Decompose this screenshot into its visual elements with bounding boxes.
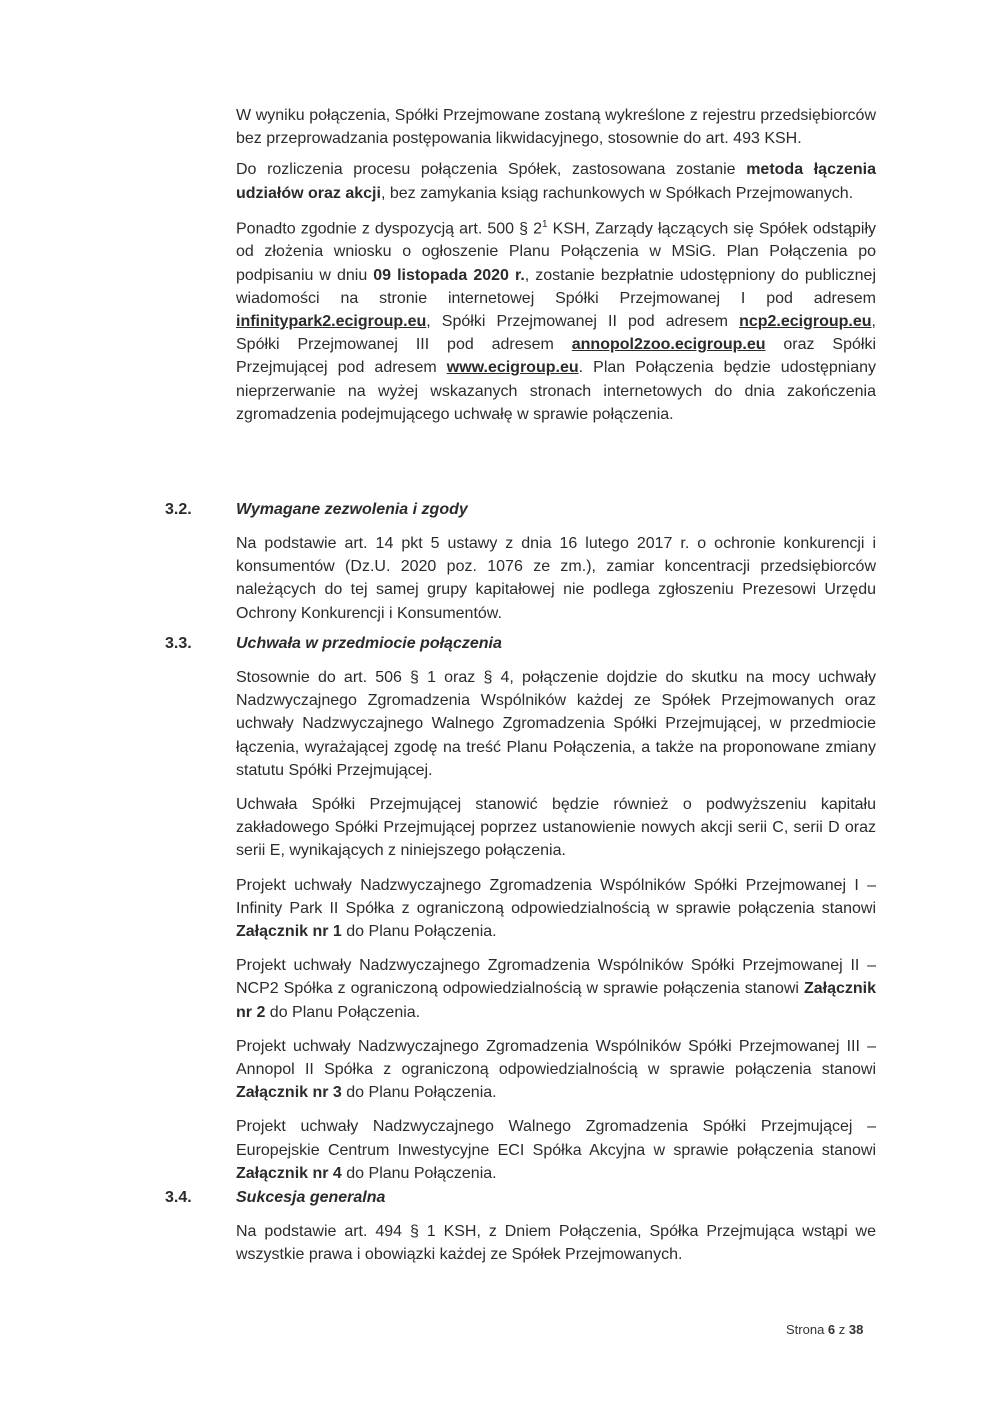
text-run: , zostanie bezpłatnie udostępniony do publicznej wiadomości na stronie internetowej Spółki Przejmowanej I pod adresem <box>236 266 877 307</box>
paragraph <box>236 1115 876 1185</box>
current-page: 6 <box>827 1322 836 1337</box>
section-number: 3.2. <box>165 501 192 518</box>
paragraph <box>236 1035 876 1105</box>
text-run: do Planu Połączenia. <box>341 923 497 941</box>
paragraph: Uchwała Spółki Przejmującej stanowić będzie również o podwyższeniu kapitału zakładowego Spółki Przejmującej poprzez ustanowienie nowych akcji serii C, serii D oraz serii E, wynikających z niniejszego połączenia. <box>236 796 876 860</box>
paragraph: Stosownie do art. 506 § 1 oraz § 4, połączenie dojdzie do skutku na mocy uchwały Nadzwyczajnego Zgromadzenia Wspólników każdej ze Spółek Przejmowanych oraz uchwały Nadzwyczajnego Walnego Zgromadzenia Spółki Przejmującej, w przedmiocie łączenia, wyrażającej zgodę na treść Planu Połączenia, a także na proponowane zmiany statutu Spółki Przejmującej. <box>236 669 876 779</box>
text-run: oraz Spółki Przejmującej pod adresem <box>236 336 876 377</box>
section-title: Uchwała w przedmiocie połączenia <box>236 635 502 652</box>
intro-paragraph-3 <box>236 213 876 426</box>
text-run: , Spółki Przejmowanej II pod adresem <box>426 312 740 330</box>
section-number: 3.4. <box>165 1189 192 1206</box>
paragraph <box>236 954 876 1024</box>
total-pages: 38 <box>848 1322 864 1337</box>
superscript: 1 <box>542 218 548 230</box>
section-3-2-body <box>236 532 876 633</box>
link-infinitypark2[interactable]: infinitypark2.ecigroup.eu <box>236 312 427 330</box>
text-run: Ponadto zgodnie z dyspozycją art. 500 § 2 <box>236 220 543 238</box>
text-run: Projekt uchwały Nadzwyczajnego Zgromadzenia Wspólników Spółki Przejmowanej I – Infinity Park II Spółka z ograniczoną odpowiedzialnością w sprawie połączenia stanowi <box>236 876 876 917</box>
intro-block <box>236 104 876 434</box>
link-ecigroup[interactable]: www.ecigroup.eu <box>446 359 579 377</box>
attachment-ref: Załącznik nr 1 <box>236 923 342 941</box>
link-ncp2[interactable]: ncp2.ecigroup.eu <box>739 312 872 330</box>
text-run: do Planu Połączenia. <box>341 1164 497 1182</box>
section-title: Wymagane zezwolenia i zgody <box>236 501 468 518</box>
page-counter <box>786 1322 863 1337</box>
text-run: , Spółki Przejmowanej III pod adresem <box>236 312 876 354</box>
text-run: , bez zamykania ksiąg rachunkowych w Spółkach Przejmowanych. <box>380 184 854 202</box>
attachment-ref: Załącznik nr 3 <box>236 1084 342 1102</box>
link-annopol2zoo[interactable]: annopol2zoo.ecigroup.eu <box>571 336 766 354</box>
attachment-ref: Załącznik nr 2 <box>236 980 876 1021</box>
text-run: do Planu Połączenia. <box>265 1003 421 1021</box>
signing-date: 09 listopada 2020 r. <box>373 266 525 284</box>
text-run: do Planu Połączenia. <box>341 1084 497 1102</box>
text-run: Projekt uchwały Nadzwyczajnego Zgromadzenia Wspólników Spółki Przejmowanej II – NCP2 Spółka z ograniczoną odpowiedzialnością w sprawie połączenia stanowi <box>236 957 876 998</box>
text-run: Projekt uchwały Nadzwyczajnego Walnego Zgromadzenia Spółki Przejmującej – Europejskie Centrum Inwestycyjne ECI Spółka Akcyjna w sprawie połączenia stanowi <box>236 1118 876 1159</box>
text-run: Do rozliczenia procesu połączenia Spółek, zastosowana zostanie <box>236 161 747 179</box>
text-run: . Plan Połączenia będzie udostępniany nieprzerwanie na wyżej wskazanych stronach internetowych do dnia zakończenia zgromadzenia podejmującego uchwałę w sprawie połączenia. <box>236 359 876 423</box>
intro-paragraph-1: W wyniku połączenia, Spółki Przejmowane zostaną wykreślone z rejestru przedsiębiorców bez przeprowadzania postępowania likwidacyjnego, stosownie do art. 493 KSH. <box>236 107 876 148</box>
intro-paragraph-2 <box>236 158 876 204</box>
text-run: Projekt uchwały Nadzwyczajnego Zgromadzenia Wspólników Spółki Przejmowanej III – Annopol II Spółka z ograniczoną odpowiedzialnością w sprawie połączenia stanowi <box>236 1037 876 1079</box>
page-label: Strona <box>786 1322 828 1337</box>
paragraph: Na podstawie art. 14 pkt 5 ustawy z dnia 16 lutego 2017 r. o ochronie konkurencji i konsumentów (Dz.U. 2020 poz. 1076 ze zm.), zamiar koncentracji przedsiębiorców należących do tej samej grupy kapitałowej nie podlega zgłoszeniu Prezesowi Urzędu Ochrony Konkurencji i Konsumentów. <box>236 535 876 622</box>
paragraph: Na podstawie art. 494 § 1 KSH, z Dniem Połączenia, Spółka Przejmująca wstąpi we wszystkie prawa i obowiązki każdej ze Spółek Przejmowanych. <box>236 1223 876 1264</box>
section-title: Sukcesja generalna <box>236 1189 386 1206</box>
section-3-3-body <box>236 666 876 1193</box>
attachment-ref: Załącznik nr 4 <box>236 1164 342 1182</box>
text-run: KSH, Zarządy łączących się Spółek odstąpiły od złożenia wniosku o ogłoszenie Planu Połączenia w MSiG. Plan Połączenia po podpisaniu w dniu <box>236 220 877 284</box>
section-3-4-body <box>236 1220 876 1274</box>
section-number: 3.3. <box>165 635 192 652</box>
paragraph <box>236 874 876 944</box>
page-separator: z <box>835 1322 849 1337</box>
bold-term: metoda łączenia udziałów oraz akcji <box>236 161 876 202</box>
